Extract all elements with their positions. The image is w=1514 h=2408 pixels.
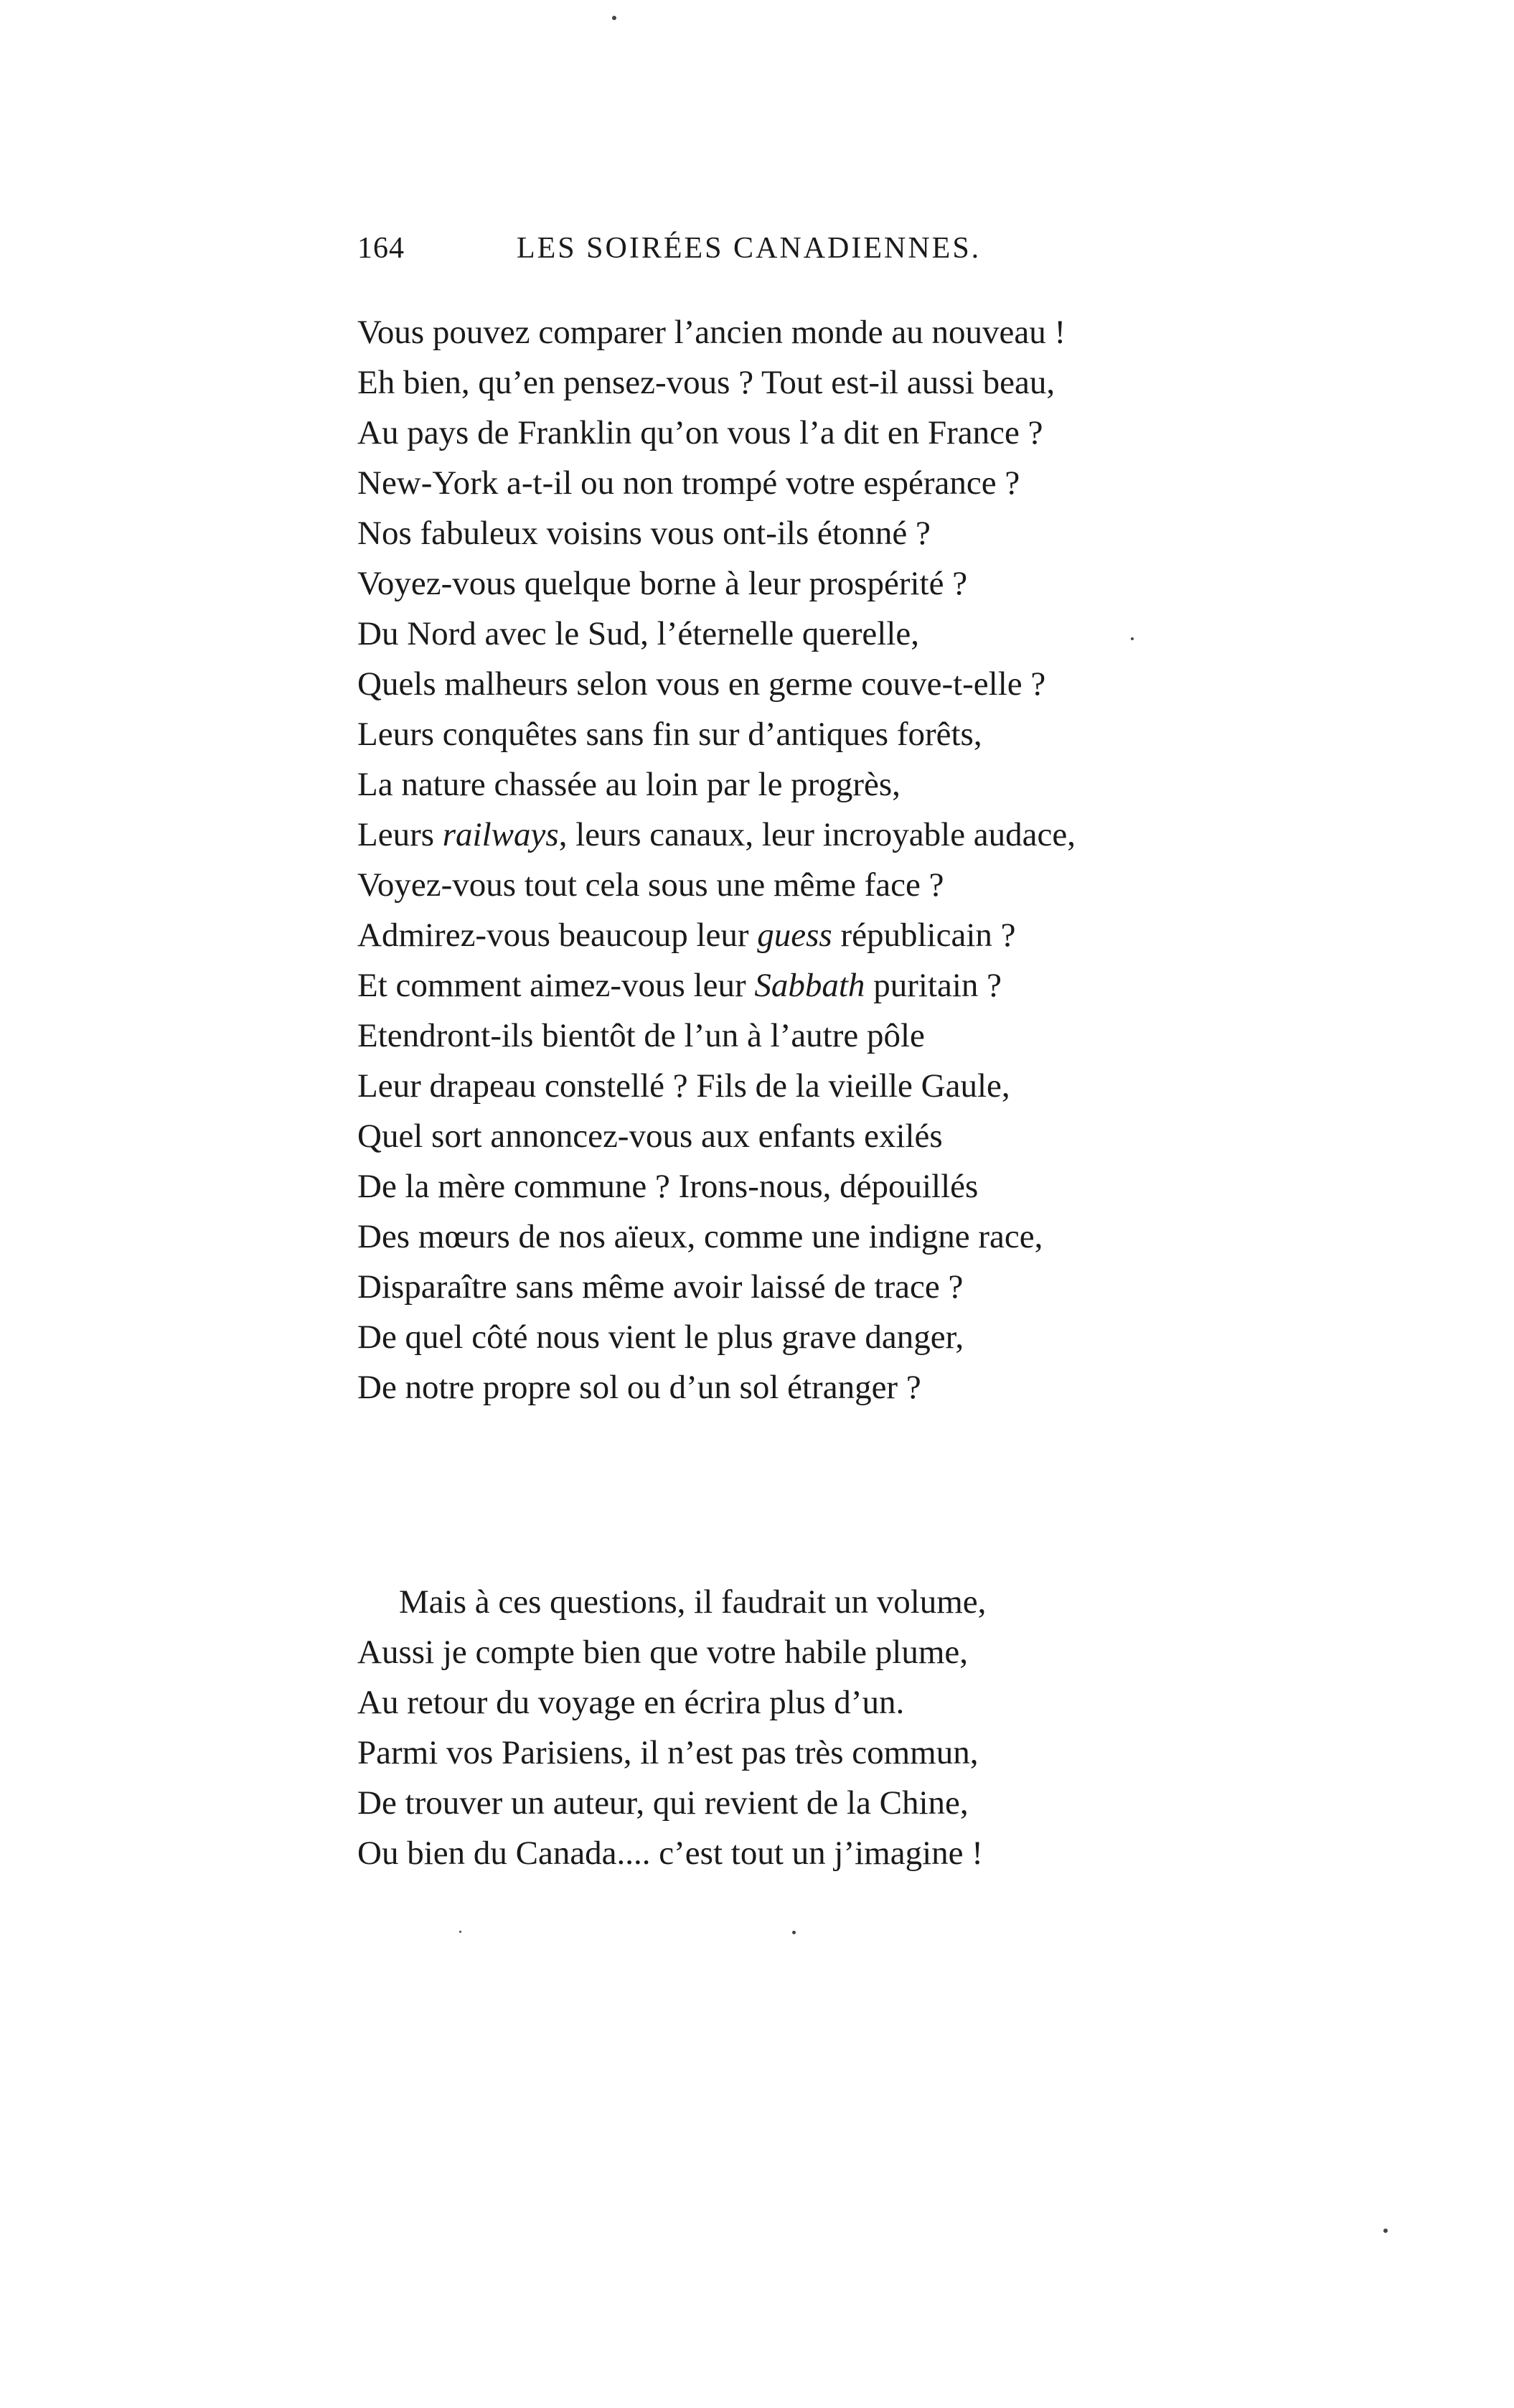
verse-line: Nos fabuleux voisins vous ont-ils étonné ? <box>357 515 931 552</box>
verse-text: Admirez-vous beaucoup leur <box>357 917 758 954</box>
verse-line: Au retour du voyage en écrira plus d’un. <box>357 1684 905 1721</box>
verse-line: New-York a-t-il ou non trompé votre espérance ? <box>357 464 1020 502</box>
verse-line: Leur drapeau constellé ? Fils de la vieille Gaule, <box>357 1067 1010 1105</box>
verse-line <box>357 910 1218 960</box>
verse-text: républicain ? <box>832 917 1016 954</box>
running-head <box>357 231 1075 274</box>
ink-speck <box>1131 637 1134 640</box>
italic-word: railways <box>442 816 559 853</box>
verse-line: Voyez-vous quelque borne à leur prospérité ? <box>357 565 968 602</box>
verse-line <box>357 810 1218 860</box>
verse-line: Mais à ces questions, il faudrait un volume, <box>399 1583 987 1621</box>
page-number: 164 <box>357 232 405 265</box>
verse-line: Quel sort annoncez-vous aux enfants exilés <box>357 1118 943 1155</box>
ink-speck <box>1383 2229 1388 2233</box>
verse-text: Leurs <box>357 816 443 853</box>
verse-line: Au pays de Franklin qu’on vous l’a dit en France ? <box>357 414 1043 451</box>
verse-line: Leurs conquêtes sans fin sur d’antiques forêts, <box>357 716 982 753</box>
verse-text: Et comment aimez-vous leur <box>357 967 755 1004</box>
verse-line: Voyez-vous tout cela sous une même face ? <box>357 866 944 904</box>
verse-line: Eh bien, qu’en pensez-vous ? Tout est-il aussi beau, <box>357 364 1055 401</box>
verse-line: De quel côté nous vient le plus grave danger, <box>357 1318 964 1356</box>
verse-line: Ou bien du Canada.... c’est tout un j’imagine ! <box>357 1835 983 1872</box>
ink-speck <box>792 1931 796 1934</box>
verse-line: De la mère commune ? Irons-nous, dépouillés <box>357 1168 979 1205</box>
running-title: LES SOIRÉES CANADIENNES. <box>517 232 982 265</box>
verse-line: Parmi vos Parisiens, il n’est pas très commun, <box>357 1734 979 1771</box>
verse-line: Quels malheurs selon vous en germe couve-t-elle ? <box>357 665 1046 703</box>
verse-line: La nature chassée au loin par le progrès, <box>357 766 901 803</box>
verse-line: Disparaître sans même avoir laissé de trace ? <box>357 1268 964 1306</box>
stanza-2 <box>357 1577 1218 1878</box>
verse-line: Aussi je compte bien que votre habile plume, <box>357 1634 969 1671</box>
verse-line: Vous pouvez comparer l’ancien monde au nouveau ! <box>357 314 1066 351</box>
verse-line: De trouver un auteur, qui revient de la Chine, <box>357 1784 969 1822</box>
verse-line: Des mœurs de nos aïeux, comme une indigne race, <box>357 1218 1043 1255</box>
verse-text: , leurs canaux, leur incroyable audace, <box>558 816 1076 853</box>
verse-line: De notre propre sol ou d’un sol étranger ? <box>357 1369 921 1406</box>
italic-word: guess <box>757 917 832 954</box>
verse-text: puritain ? <box>865 967 1002 1004</box>
verse-line: Du Nord avec le Sud, l’éternelle querelle, <box>357 615 920 652</box>
italic-word: Sabbath <box>754 967 865 1004</box>
ink-speck <box>459 1931 461 1933</box>
ink-speck <box>612 16 616 20</box>
verse-line: Etendront-ils bientôt de l’un à l’autre pôle <box>357 1017 925 1054</box>
stanza-1 <box>357 307 1218 1413</box>
verse-line <box>357 960 1218 1011</box>
